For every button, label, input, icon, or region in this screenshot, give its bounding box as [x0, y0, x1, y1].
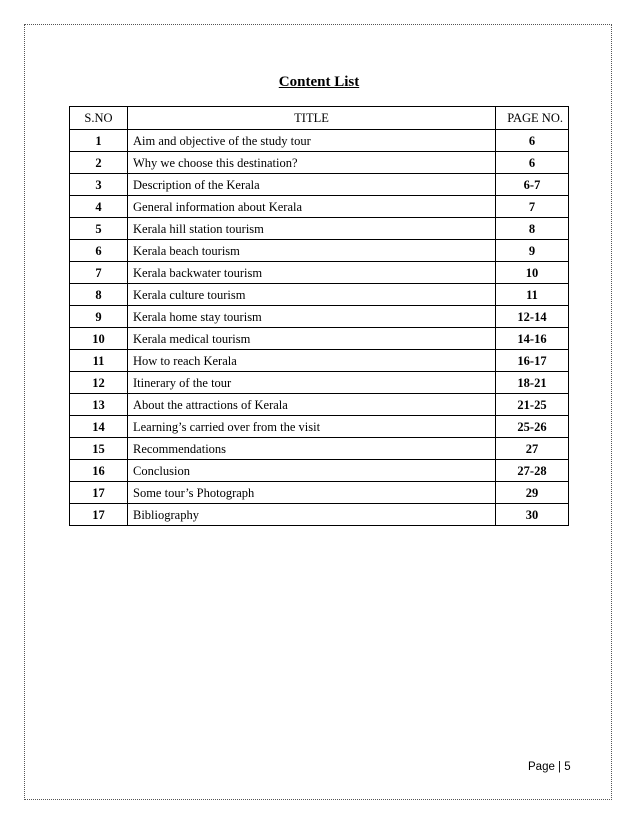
table-row — [70, 460, 569, 482]
row-page: 12-14 — [496, 306, 569, 328]
row-page: 7 — [496, 196, 569, 218]
row-title: Why we choose this destination? — [128, 152, 496, 174]
row-title: Kerala backwater tourism — [128, 262, 496, 284]
row-title: Learning’s carried over from the visit — [128, 416, 496, 438]
row-sno: 7 — [70, 262, 128, 284]
table-row — [70, 152, 569, 174]
row-page: 18-21 — [496, 372, 569, 394]
table-row — [70, 394, 569, 416]
page-number: Page | 5 — [528, 761, 571, 773]
row-title: Kerala hill station tourism — [128, 218, 496, 240]
row-sno: 1 — [70, 130, 128, 152]
table-row — [70, 438, 569, 460]
table-row — [70, 328, 569, 350]
row-sno: 12 — [70, 372, 128, 394]
row-title: Description of the Kerala — [128, 174, 496, 196]
row-page: 16-17 — [496, 350, 569, 372]
page-title: Content List — [278, 74, 360, 90]
row-sno: 6 — [70, 240, 128, 262]
row-page: 27 — [496, 438, 569, 460]
row-title: Kerala beach tourism — [128, 240, 496, 262]
table-row — [70, 284, 569, 306]
row-title: Bibliography — [128, 504, 496, 526]
row-page: 6 — [496, 130, 569, 152]
row-title: Some tour’s Photograph — [128, 482, 496, 504]
column-header-title: TITLE — [128, 107, 496, 130]
column-header-sno: S.NO — [70, 107, 128, 130]
table-row — [70, 306, 569, 328]
row-sno: 11 — [70, 350, 128, 372]
row-sno: 2 — [70, 152, 128, 174]
row-sno: 13 — [70, 394, 128, 416]
table-row — [70, 504, 569, 526]
row-title: Itinerary of the tour — [128, 372, 496, 394]
row-title: How to reach Kerala — [128, 350, 496, 372]
table-header-row — [70, 107, 569, 130]
row-title: Kerala medical tourism — [128, 328, 496, 350]
row-page: 30 — [496, 504, 569, 526]
column-header-page: PAGE NO. — [496, 107, 569, 130]
row-sno: 4 — [70, 196, 128, 218]
row-title: Aim and objective of the study tour — [128, 130, 496, 152]
table-row — [70, 262, 569, 284]
row-page: 10 — [496, 262, 569, 284]
table-row — [70, 240, 569, 262]
row-sno: 17 — [70, 504, 128, 526]
row-page: 14-16 — [496, 328, 569, 350]
row-title: Recommendations — [128, 438, 496, 460]
row-sno: 3 — [70, 174, 128, 196]
row-page: 25-26 — [496, 416, 569, 438]
row-page: 6 — [496, 152, 569, 174]
table-row — [70, 130, 569, 152]
row-title: Conclusion — [128, 460, 496, 482]
row-page: 6-7 — [496, 174, 569, 196]
table-row — [70, 416, 569, 438]
row-sno: 15 — [70, 438, 128, 460]
row-sno: 17 — [70, 482, 128, 504]
row-sno: 8 — [70, 284, 128, 306]
row-page: 21-25 — [496, 394, 569, 416]
table-row — [70, 174, 569, 196]
row-sno: 5 — [70, 218, 128, 240]
row-title: About the attractions of Kerala — [128, 394, 496, 416]
row-page: 29 — [496, 482, 569, 504]
table-row — [70, 350, 569, 372]
row-title: Kerala culture tourism — [128, 284, 496, 306]
row-title: Kerala home stay tourism — [128, 306, 496, 328]
row-sno: 10 — [70, 328, 128, 350]
row-sno: 14 — [70, 416, 128, 438]
table-row — [70, 482, 569, 504]
row-sno: 9 — [70, 306, 128, 328]
row-title: General information about Kerala — [128, 196, 496, 218]
row-sno: 16 — [70, 460, 128, 482]
row-page: 11 — [496, 284, 569, 306]
table-row — [70, 372, 569, 394]
table-row — [70, 218, 569, 240]
row-page: 8 — [496, 218, 569, 240]
row-page: 9 — [496, 240, 569, 262]
row-page: 27-28 — [496, 460, 569, 482]
contents-table — [69, 106, 569, 526]
table-row — [70, 196, 569, 218]
